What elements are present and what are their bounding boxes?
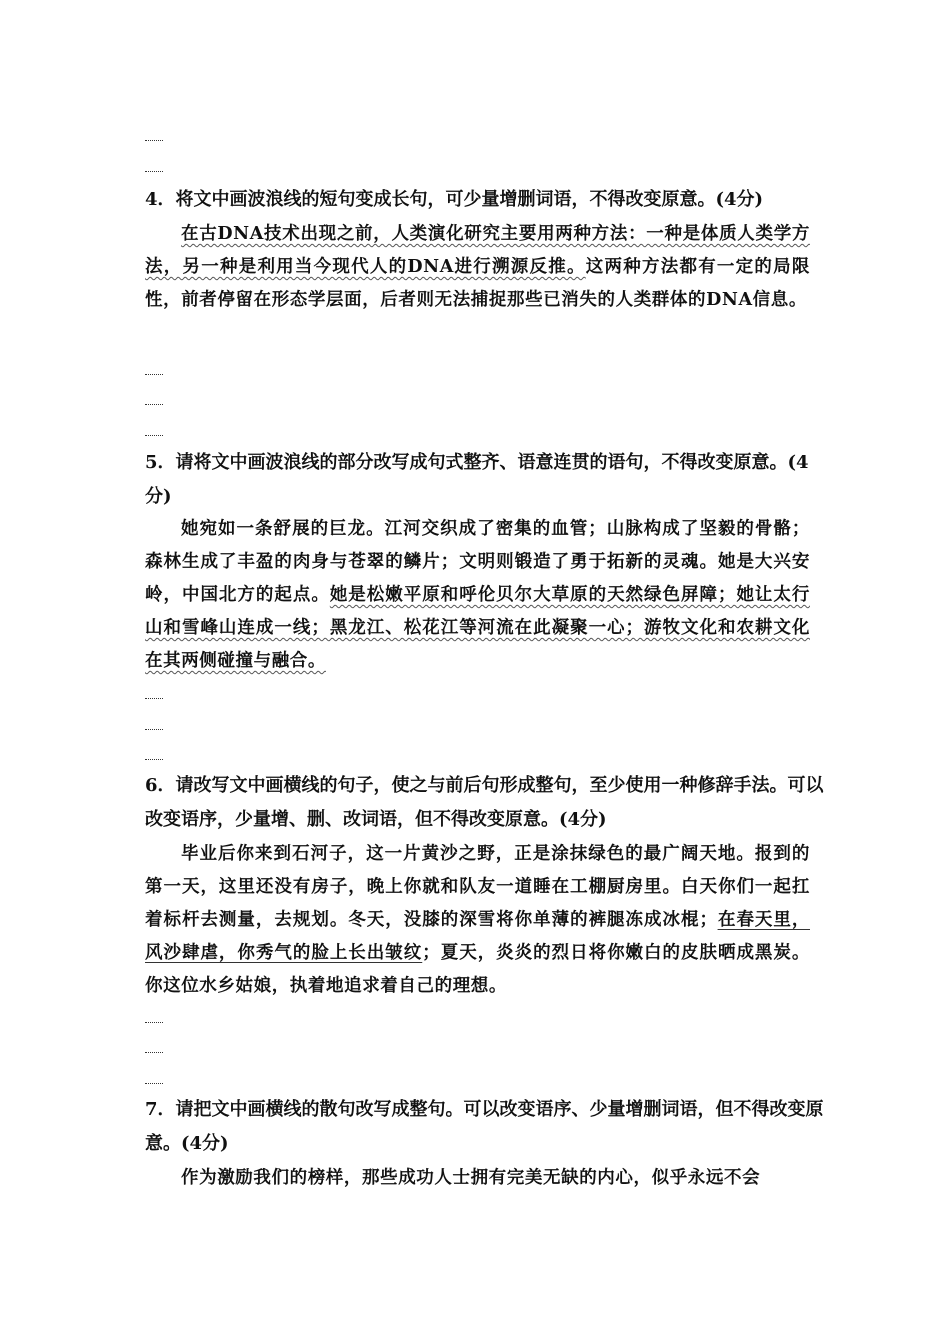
question-5-stem: 5．请将文中画波浪线的部分改写成句式整齐、语意连贯的语句，不得改变原意。(4分) — [145, 452, 809, 507]
answer-line — [145, 404, 163, 405]
answer-line — [145, 1083, 163, 1084]
question-7-stem: 7．请把文中画横线的散句改写成整句。可以改变语序、少量增删词语，但不得改变原意。(4分) — [145, 1099, 824, 1154]
question-6-stem: 6．请改写文中画横线的句子，使之与前后句形成整句，至少使用一种修辞手法。可以改变语序，少量增、删、改词语，但不得改变原意。(4分) — [145, 775, 824, 830]
passage-text: 这两种方法都有一定的局限性，前者停留在形态学层面，后者则无法捕捉那些已消失的人类群体的DNA信息。 — [145, 257, 810, 310]
underlined-text: 在春天里，风沙肆虐，你秀气的脸上长出皱纹 — [145, 910, 810, 963]
answer-line — [145, 729, 163, 730]
answer-line — [145, 1022, 163, 1023]
question-4-passage — [145, 218, 810, 317]
question-5-passage — [145, 513, 810, 678]
answer-line — [145, 698, 163, 699]
question-6-passage — [145, 838, 810, 1003]
answer-line — [145, 759, 163, 760]
passage-text: 毕业后你来到石河子，这一片黄沙之野，正是涂抹绿色的最广阔天地。报到的第一天，这里还没有房子，晚上你就和队友一道睡在工棚厨房里。白天你们一起扛着标杆去测量，去规划。冬天，没膝的深雪将你单薄的裤腿冻成冰棍； — [145, 844, 810, 930]
question-7-passage: 作为激励我们的榜样，那些成功人士拥有完美无缺的内心，似乎永远不会 — [181, 1168, 761, 1188]
passage-text: 她宛如一条舒展的巨龙。江河交织成了密集的血管；山脉构成了坚毅的骨骼；森林生成了丰盈的肉身与苍翠的鳞片；文明则锻造了勇于拓新的灵魂。她是大兴安岭，中国北方的起点。 — [145, 519, 810, 605]
answer-line — [145, 171, 163, 172]
answer-line — [145, 374, 163, 375]
question-4-stem: 4．将文中画波浪线的短句变成长句，可少量增删词语，不得改变原意。(4分) — [145, 189, 764, 210]
answer-line — [145, 140, 163, 141]
answer-line — [145, 435, 163, 436]
wavy-underlined-text: 在古DNA技术出现之前，人类演化研究主要用两种方法：一种是体质人类学方法，另一种是利用当今现代人的DNA进行溯源反推。 — [145, 224, 810, 277]
wavy-underlined-text: 她是松嫩平原和呼伦贝尔大草原的天然绿色屏障；她让太行山和雪峰山连成一线；黑龙江、松花江等河流在此凝聚一心；游牧文化和农耕文化在其两侧碰撞与融合。 — [145, 585, 810, 671]
answer-line — [145, 1052, 163, 1053]
passage-text: ；夏天，炎炎的烈日将你嫩白的皮肤晒成黑炭。你这位水乡姑娘，执着地追求着自己的理想。 — [145, 943, 811, 996]
